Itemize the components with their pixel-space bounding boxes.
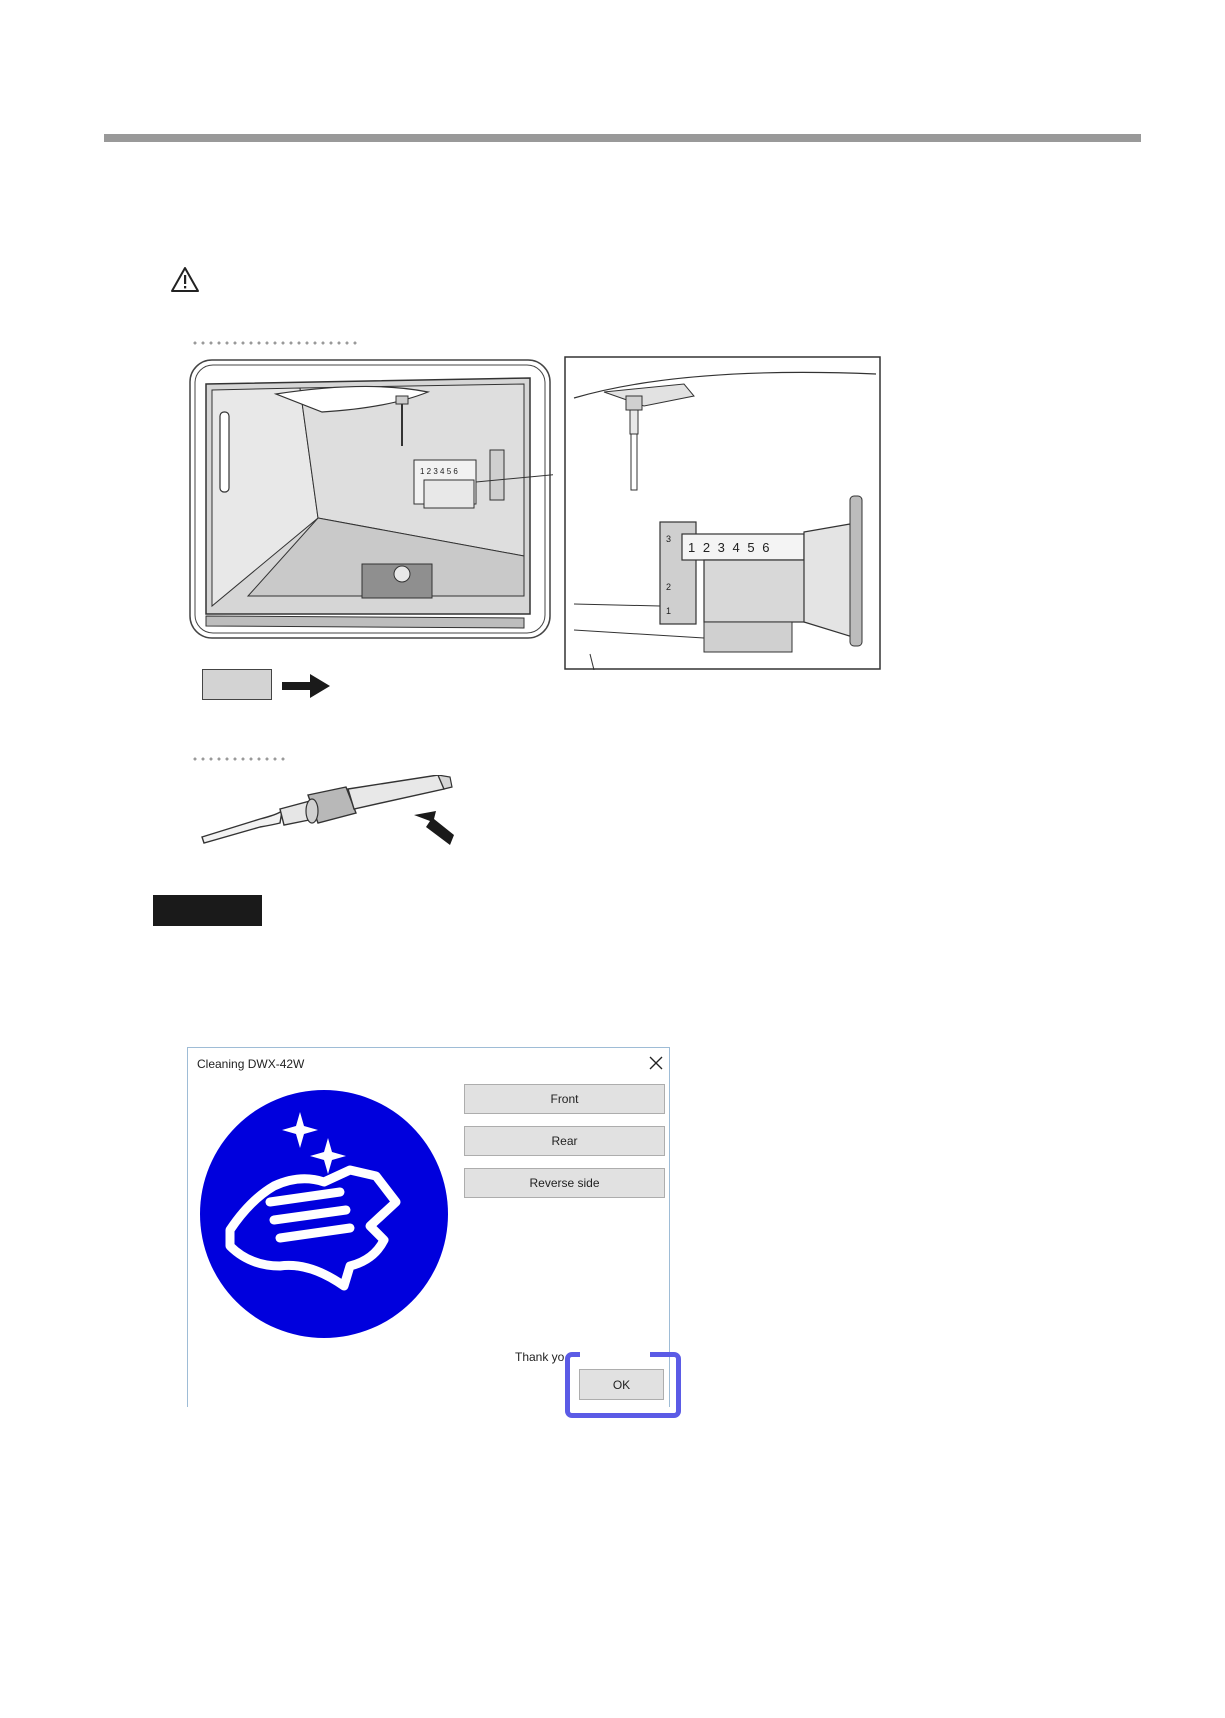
machine-number-strip: 1 2 3 4 5 6 [420,467,458,476]
front-button[interactable]: Front [464,1084,665,1114]
dotted-separator [191,341,357,345]
cleaning-icon [200,1090,448,1338]
arrow-right-icon [282,674,330,698]
detail-callout-illustration [564,356,881,670]
legend-gray-box [202,669,272,700]
detail-number-strip: 1 2 3 4 5 6 [688,540,772,555]
dotted-separator [191,757,285,761]
rear-button[interactable]: Rear [464,1126,665,1156]
black-label-tab [153,895,262,926]
arrow-diagonal-icon [414,811,454,845]
reverse-side-button[interactable]: Reverse side [464,1168,665,1198]
cleaning-tool-illustration [200,775,455,847]
detail-label-3: 3 [666,534,672,544]
detail-label-1: 1 [666,606,672,616]
detail-label-2: 2 [666,582,672,592]
top-rule [104,134,1141,142]
warning-icon [170,266,200,293]
dialog-title: Cleaning DWX-42W [197,1057,305,1071]
ok-button[interactable]: OK [579,1369,664,1400]
close-icon[interactable] [648,1055,664,1071]
machine-interior-illustration [188,356,553,648]
thank-you-text: Thank yo [515,1350,565,1364]
